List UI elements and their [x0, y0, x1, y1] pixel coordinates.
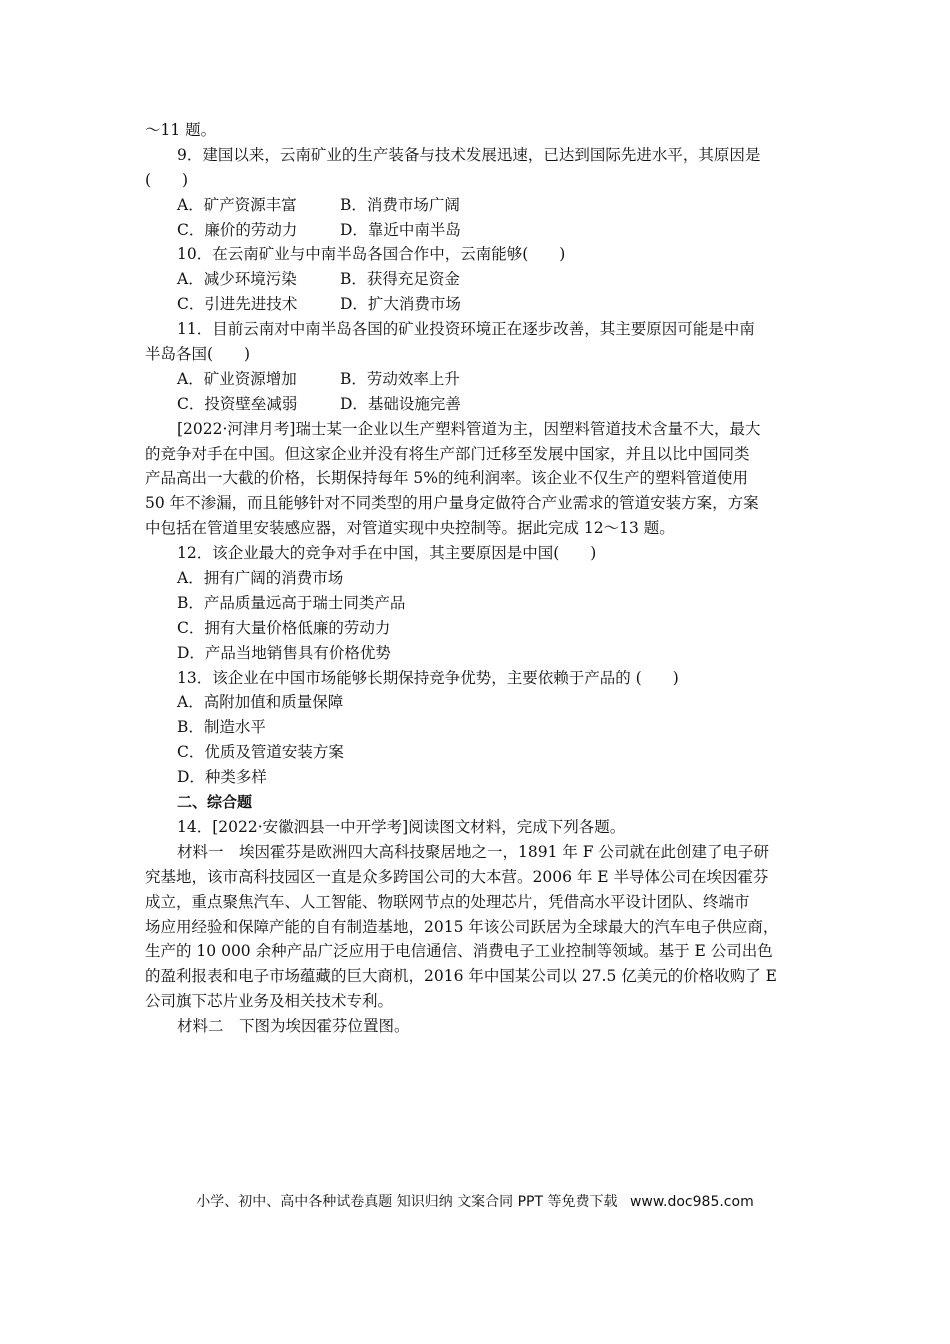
option-b: B．产品质量远高于瑞士同类产品 [177, 593, 406, 612]
question-10: 10．在云南矿业与中南半岛各国合作中，云南能够( ) [177, 245, 566, 264]
question-9-bracket: ( ) [145, 170, 189, 189]
option-c: C．廉价的劳动力 [177, 220, 298, 239]
page-footer [0, 1191, 950, 1211]
material-one-text: 材料一 埃因霍芬是欧洲四大高科技聚居地之一，1891 年 F 公司就在此创建了电子研 [177, 842, 769, 861]
option-d: D．种类多样 [177, 768, 267, 787]
question-11-options-2 [145, 392, 805, 417]
option-b: B．消费市场广阔 [340, 195, 460, 214]
option-b: B．获得充足资金 [340, 270, 460, 289]
question-14: 14．[2022·安徽泗县一中开学考]阅读图文材料，完成下列各题。 [177, 817, 626, 836]
material-two-text: 材料二 下图为埃因霍芬位置图。 [177, 1017, 410, 1036]
option-a: A．减少环境污染 [177, 270, 297, 289]
material-one-text: 生产的 10 000 余种产品广泛应用于电信通信、消费电子工业控制等领域。基于 E 公司出色 [145, 942, 773, 961]
material-text: [2022·河津月考]瑞士某一企业以生产塑料管道为主，因塑料管道技术含量不大，最大 [177, 419, 761, 438]
footer-text: 小学、初中、高中各种试卷真题 知识归纳 文案合同 PPT 等免费下载 [196, 1194, 618, 1210]
option-d: D．基础设施完善 [340, 394, 461, 413]
option-b: B．劳动效率上升 [340, 369, 460, 388]
question-11: 11．目前云南对中南半岛各国的矿业投资环境正在逐步改善，其主要原因可能是中南 [177, 320, 755, 339]
material-one-text: 公司旗下芯片业务及相关技术专利。 [145, 992, 394, 1011]
option-c: C．投资壁垒减弱 [177, 394, 298, 413]
option-b: B．制造水平 [177, 718, 266, 737]
option-d: D．产品当地销售具有价格优势 [177, 643, 391, 662]
option-c: C．引进先进技术 [177, 295, 298, 314]
option-c: C．拥有大量价格低廉的劳动力 [177, 618, 391, 637]
material-one-text: 的盈利报表和电子市场蕴藏的巨大商机，2016 年中国某公司以 27.5 亿美元的价格收购了 E [145, 967, 777, 986]
option-a: A．矿业资源增加 [177, 369, 297, 388]
question-12: 12．该企业最大的竞争对手在中国，其主要原因是中国( ) [177, 544, 597, 563]
option-a: A．拥有广阔的消费市场 [177, 569, 344, 588]
question-9: 9．建国以来，云南矿业的生产装备与技术发展迅速，已达到国际先进水平，其原因是 [177, 145, 761, 164]
option-d: D．扩大消费市场 [340, 295, 461, 314]
option-c: C．优质及管道安装方案 [177, 743, 344, 762]
footer-url: www.doc985.com [629, 1194, 754, 1210]
option-a: A．高附加值和质量保障 [177, 693, 344, 712]
material-text: 的竞争对手在中国。但这家企业并没有将生产部门迁移至发展中国家，并且以比中国同类 [145, 444, 750, 463]
material-text: 产品高出一大截的价格，长期保持每年 5%的纯利润率。该企业不仅生产的塑料管道使用 [145, 469, 749, 488]
section-heading: 二、综合题 [177, 793, 253, 812]
question-11-cont: 半岛各国( ) [145, 345, 251, 364]
document-body [145, 118, 805, 1039]
question-10-options-2 [145, 292, 805, 317]
question-9-options-2 [145, 218, 805, 243]
question-10-options-1 [145, 267, 805, 292]
option-d: D．靠近中南半岛 [340, 220, 461, 239]
material-one-text: 成立，重点聚焦汽车、人工智能、物联网节点的处理芯片，凭借高水平设计团队、终端市 [145, 892, 750, 911]
material-one-text: 究基地，该市高科技园区一直是众多跨国公司的大本营。2006 年 E 半导体公司在埃因霍芬 [145, 867, 769, 886]
question-9-options-1 [145, 193, 805, 218]
material-text: 50 年不渗漏，而且能够针对不同类型的用户量身定做符合产业需求的管道安装方案，方案 [145, 494, 759, 513]
question-13: 13．该企业在中国市场能够长期保持竞争优势，主要依赖于产品的 ( ) [177, 668, 679, 687]
question-11-options-1 [145, 367, 805, 392]
material-text: 中包括在管道里安装感应器，对管道实现中央控制等。据此完成 12～13 题。 [145, 519, 675, 538]
material-one-text: 场应用经验和保障产能的自有制造基地，2015 年该公司跃居为全球最大的汽车电子供应商， [145, 917, 779, 936]
text-line: ～11 题。 [145, 121, 217, 139]
option-a: A．矿产资源丰富 [177, 195, 297, 214]
